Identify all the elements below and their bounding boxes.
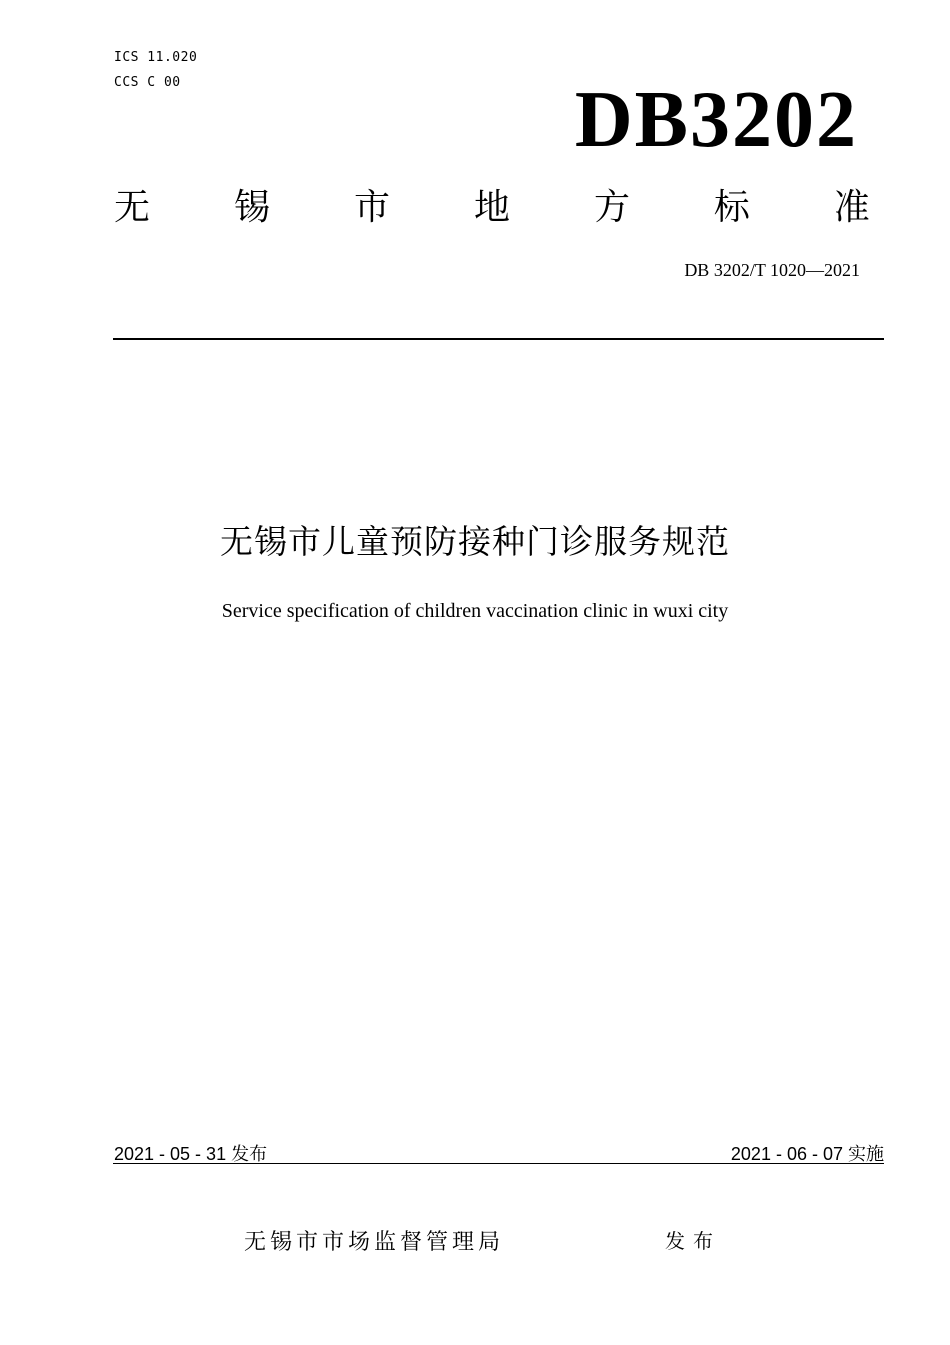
- document-title-english: Service specification of children vaccination clinic in wuxi city: [221, 600, 729, 622]
- implementation-date: 2021 - 06 - 07 实施: [730, 1144, 884, 1164]
- standard-type-heading: [114, 186, 870, 230]
- standard-type-char: 市: [353, 187, 390, 228]
- standard-code-large: DB3202: [574, 76, 858, 164]
- issue-date: 2021 - 05 - 31 发布: [114, 1144, 268, 1164]
- issuing-authority: 无锡市市场监督管理局: [244, 1230, 505, 1255]
- standard-type-char: 方: [593, 187, 630, 228]
- issue-action-label: 发布: [665, 1229, 721, 1253]
- bottom-divider: [113, 1163, 884, 1164]
- ics-code: ICS 11.020: [114, 50, 198, 65]
- ccs-code: CCS C 00: [114, 75, 181, 90]
- standard-type-char: 锡: [233, 187, 270, 228]
- top-divider: [113, 338, 884, 340]
- document-title-chinese: 无锡市儿童预防接种门诊服务规范: [220, 522, 730, 561]
- standard-type-char: 无: [114, 187, 151, 228]
- standard-type-char: 地: [473, 187, 510, 228]
- standard-type-char: 准: [833, 187, 870, 228]
- standard-number: DB 3202/T 1020—2021: [684, 260, 860, 280]
- standard-type-char: 标: [713, 187, 750, 228]
